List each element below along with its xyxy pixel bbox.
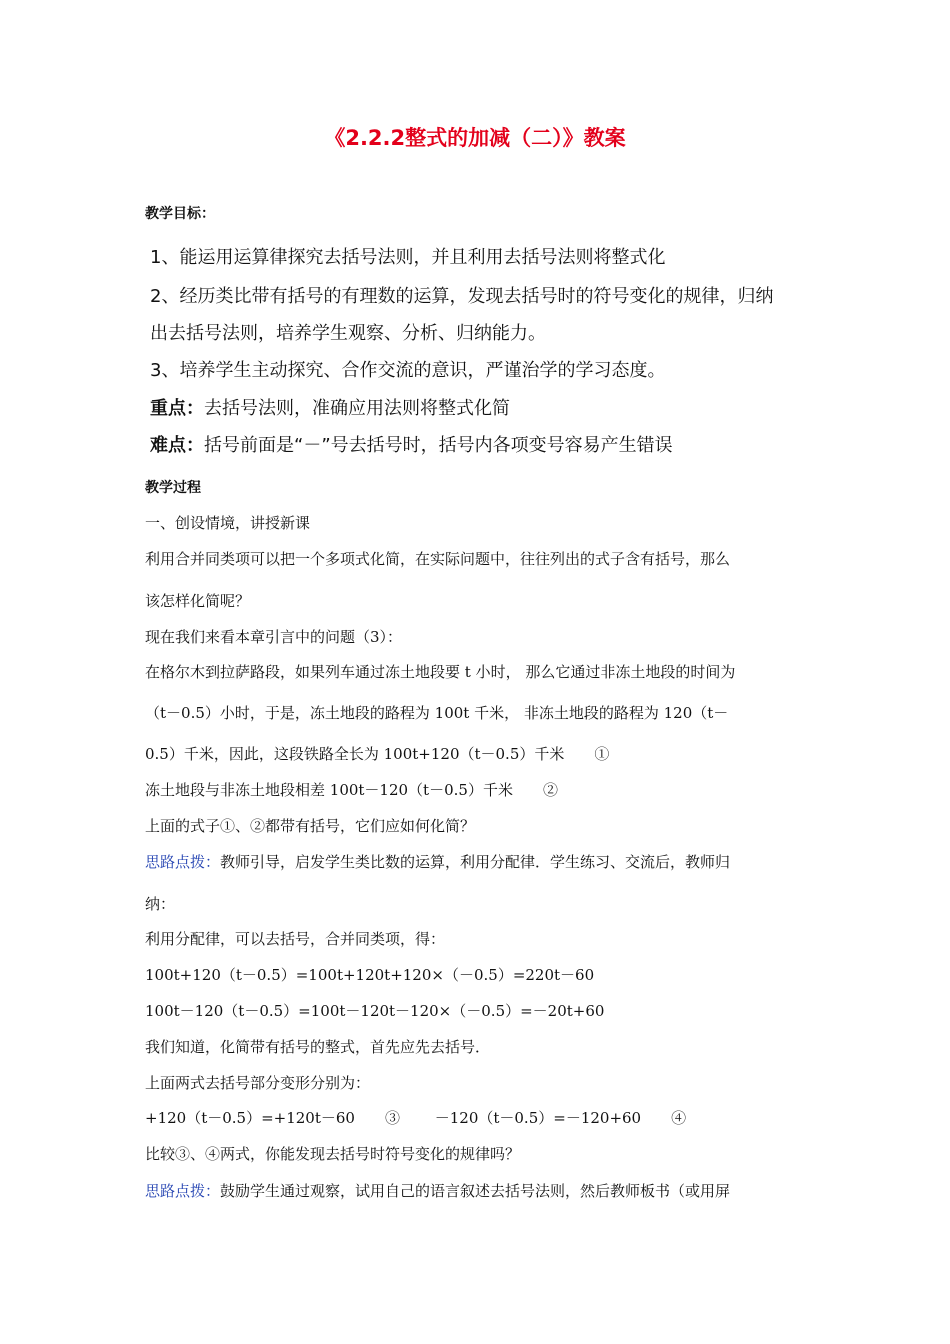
paragraph-line: 我们知道，化简带有括号的整式，首先应先去括号． xyxy=(145,1038,491,1056)
difficulty-label: 难点： xyxy=(150,435,204,456)
paragraph-line: 0.5）千米，因此，这段铁路全长为 100t+120（t－0.5）千米 ① xyxy=(145,745,610,763)
process-heading: 教学过程 xyxy=(145,480,201,496)
paragraph-line: 比较③、④两式，你能发现去括号时符号变化的规律吗？ xyxy=(145,1145,521,1163)
paragraph-line: 冻土地段与非冻土地段相差 100t－120（t－0.5）千米 ② xyxy=(145,781,558,799)
equation-line: 100t+120（t－0.5）=100t+120t+120×（－0.5）=220t－60 xyxy=(145,966,595,984)
document-title: 《2.2.2整式的加减（二）》教案 xyxy=(324,126,626,150)
key-point xyxy=(150,394,510,420)
paragraph-line: 上面两式去括号部分变形分别为： xyxy=(145,1074,371,1092)
paragraph-line: 利用分配律，可以去括号，合并同类项，得： xyxy=(145,930,446,948)
objective-item: 1、能运用运算律探究去括号法则，并且利用去括号法则将整式化 xyxy=(150,247,666,268)
key-point-label: 重点： xyxy=(150,398,204,419)
objectives-heading: 教学目标： xyxy=(145,206,215,222)
hint-paragraph xyxy=(145,1180,730,1201)
paragraph-line: 利用合并同类项可以把一个多项式化简，在实际问题中，往往列出的式子含有括号，那么 xyxy=(145,550,731,568)
paragraph-line: 现在我们来看本章引言中的问题（3）： xyxy=(145,628,403,646)
hint-label: 思路点拨： xyxy=(145,853,221,871)
objective-item: 出去括号法则，培养学生观察、分析、归纳能力。 xyxy=(150,323,546,344)
equation-line: 100t－120（t－0.5）=100t－120t－120×（－0.5）=－20t+60 xyxy=(145,1002,605,1020)
objective-item: 3、培养学生主动探究、合作交流的意识，严谨治学的学习态度。 xyxy=(150,360,666,381)
hint-label: 思路点拨： xyxy=(145,1182,221,1200)
difficulty-point xyxy=(150,431,673,457)
section-heading: 一、创设情境，讲授新课 xyxy=(145,514,311,532)
hint-text: 教师引导，启发学生类比数的运算，利用分配律．学生练习、交流后，教师归 xyxy=(220,853,731,871)
hint-paragraph xyxy=(145,851,730,872)
key-point-text: 去括号法则，准确应用法则将整式化简 xyxy=(204,398,510,419)
paragraph-line: 在格尔木到拉萨路段，如果列车通过冻土地段要 t 小时， 那么它通过非冻土地段的时间为 xyxy=(145,663,736,681)
equation-line: +120（t－0.5）=+120t－60 ③ －120（t－0.5）=－120+60 ④ xyxy=(145,1109,687,1127)
paragraph-line: 上面的式子①、②都带有括号，它们应如何化简？ xyxy=(145,817,476,835)
objective-item: 2、经历类比带有括号的有理数的运算，发现去括号时的符号变化的规律，归纳 xyxy=(150,286,774,307)
paragraph-line: 该怎样化简呢？ xyxy=(145,592,251,610)
hint-text: 鼓励学生通过观察，试用自己的语言叙述去括号法则，然后教师板书（或用屏 xyxy=(220,1182,731,1200)
difficulty-text: 括号前面是“－”号去括号时，括号内各项变号容易产生错误 xyxy=(204,435,673,456)
paragraph-line: 纳： xyxy=(145,895,176,913)
paragraph-line: （t－0.5）小时，于是，冻土地段的路程为 100t 千米， 非冻土地段的路程为 120（t－ xyxy=(145,704,729,722)
